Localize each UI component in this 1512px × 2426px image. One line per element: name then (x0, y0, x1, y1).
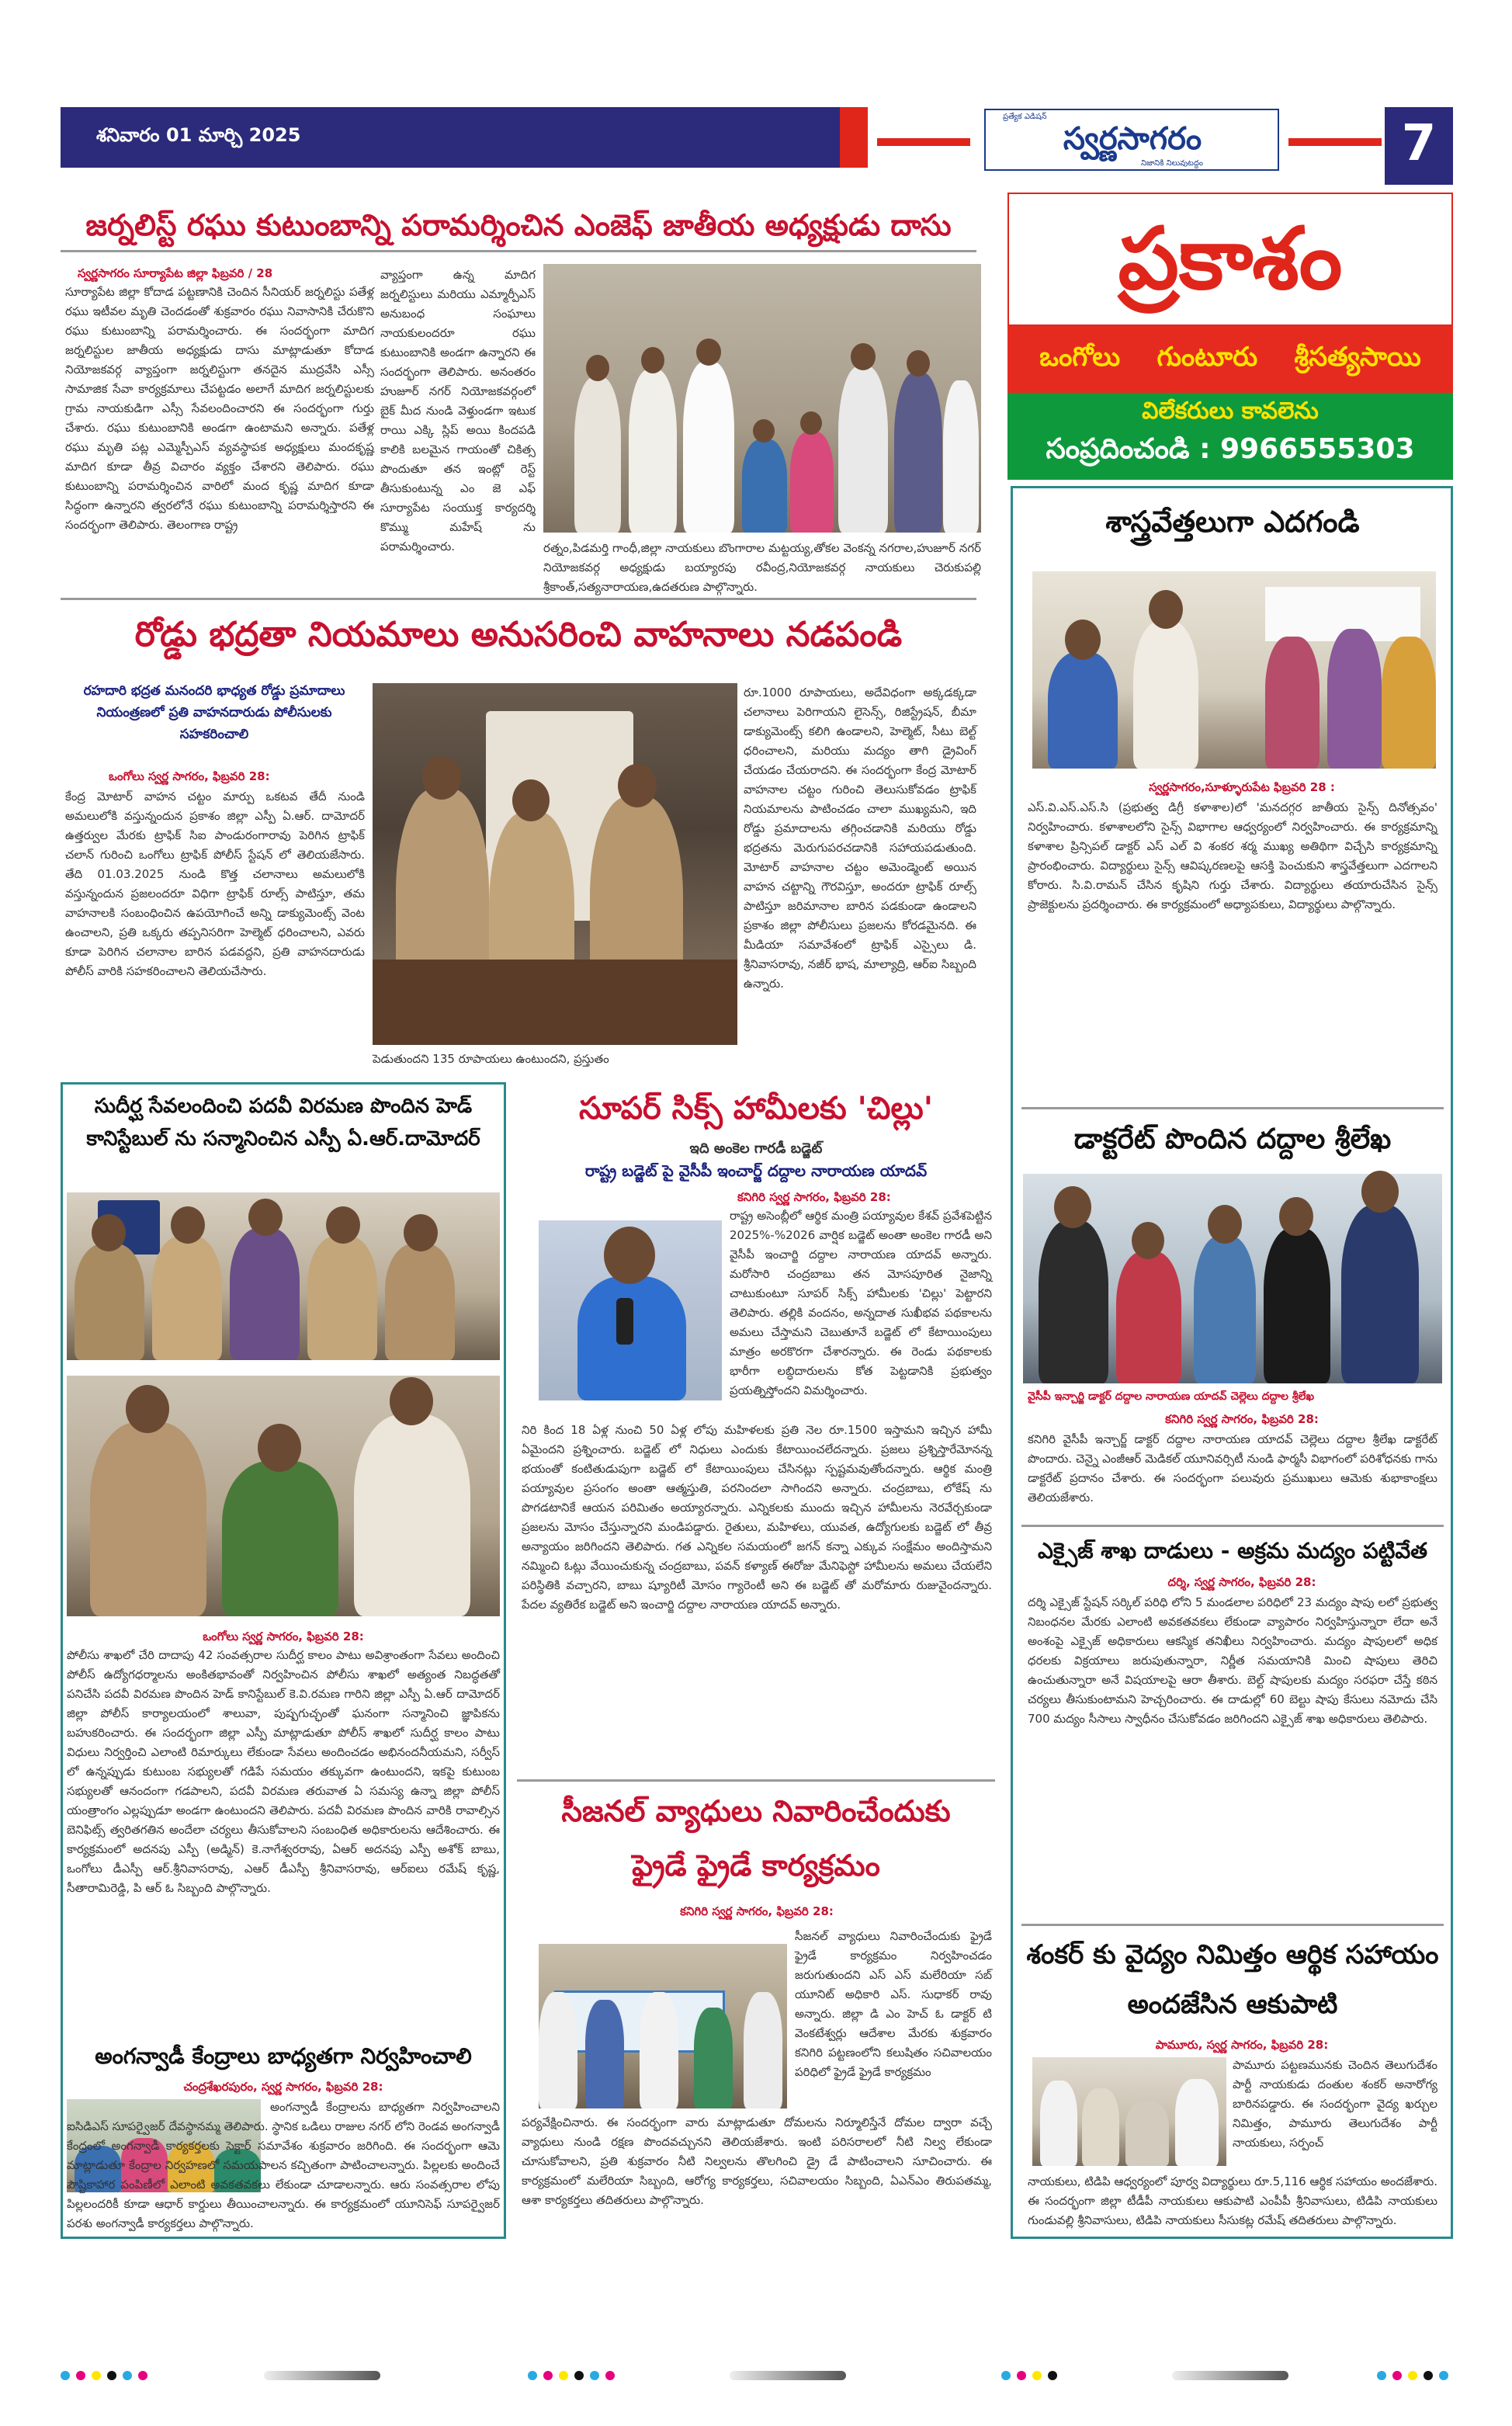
story6-headline-1: సీజనల్ వ్యాధులు నివారించేందుకు (561, 1794, 951, 1828)
footer-marks (0, 2360, 1512, 2391)
story3-photo-2 (67, 1376, 500, 1616)
story10-dateline: పామూరు, స్వర్ణ సాగరం, ఫిబ్రవరి 28: (1155, 2038, 1329, 2052)
story2-col1: కేంద్ర మోటార్ వాహన చట్టం మార్పు ఒకటవ తేదీ నుండి అమలులోకి వస్తున్నందున ప్రకాశం జిల్లా ఎస్పీ ఏ.ఆర్. దామోదర్ ఉత్తర్వుల మేరకు ట్రాఫిక్ సిఐ పాండురంగారావు పెరిగిన ట్రాఫిక్ చలాన్ గురించి ఒంగోలు ట్రాఫిక్ పోలీస్ స్టేషన్ లో తెలియజేసారు. తేది 01.03.2025 నుండి కొత్త చలానాలు అమలులోకి వస్తున్నందున ప్రజలందరూ విధిగా ట్రాఫిక్ రూల్స్ పాటిస్తూ, తమ వాహనాలకి సంబంధించిన ఉపయోగించే అన్ని డాక్యుమెంట్స్ వెంట ఉంచాలని, ప్రతి ఒక్కరు తప్పనిసరిగా హెల్మెట్ ధరించాలని, ఎవరు కూడా పెరిగిన చలానాల బారిన పడవద్దని, ప్రతి వాహనదారుడు పోలీస్ వారికి సహకరించాలని తెలియచేసారు. (65, 790, 365, 978)
story1-photo (543, 264, 981, 533)
story1-col1: సూర్యాపేట జిల్లా కోదాడ పట్టణానికి చెందిన సీనియర్ జర్నలిస్టు పతేళ్ల రఘు ఇటీవల మృతి చెందడంతో శుక్రవారం రఘు నివాసానికి చేరుకొని రఘు కుటుంబాన్ని పరామర్శించారు. ఈ సందర్భంగా మాదిగ జర్నలిస్టుల జాతీయ అధ్యక్షుడు దాసు మాట్లాడుతూ కోదాడ నియోజకవర్గ వ్యాప్తంగా జర్నలిస్టుగా తనదైన ముద్రవేసి ఎస్సీ సామాజిక సేవా కార్యక్రమాలు చేపట్టడం అలాగే మాదిగ జర్నలిస్టులకు గ్రామ నాయకుడిగా ఎస్సీ సేవలందించారని ఈ సందర్భంగా గుర్తు చేశారు. రఘు కుటుంబానికి అండగా ఉంటామని అన్నారు. పతేళ్ల రఘు మృతి పట్ల ఎమ్మెస్పీఎస్ వ్యవస్థాపక అధ్యక్షులు మందకృష్ణ మాదిగ కూడా తీవ్ర విచారం వ్యక్తం చేశారని తెలిపారు. రఘు కుటుంబాన్ని పరామర్శించిన వారిలో మంద కృష్ణ మాదిగ కూడా సిద్ధంగా ఉన్నారని త్వరలోనే రఘు కుటుంబాన్ని పరామర్శిస్తారని ఈ సందర్భంగా తెలిపారు. తెలంగాణ రాష్ట్ర (65, 285, 374, 532)
story6-col-right: సీజనల్ వ్యాధులు నివారించేందుకు ఫ్రైడే ఫ్రైడే కార్యక్రమం నిర్వహించడం జరుగుతుందని ఎస్ ఎస్ మలేరియా సబ్ యూనిట్ అధికారి ఎస్. సుధాకర్ రావు అన్నారు. జిల్లా డి ఎం హెచ్ ఓ డాక్టర్ టి వెంకటేశ్వర్లు ఆదేశాల మేరకు శుక్రవారం కనిగిరి పట్టణంలోని కలుషితం సచివాలయం పరిధిలో ఫ్రైడే ఫ్రైడే కార్యక్రమం (795, 1929, 992, 2079)
story5-col-right: రాష్ట్ర అసెంబ్లీలో ఆర్థిక మంత్రి పయ్యావుల కేశవ్ ప్రవేశపెట్టిన 2025%-%2026 వార్షిక బడ్జెట్ అంతా అంకెల గారడీ అని వైసీపీ ఇంచార్జి దద్దాల నారాయణ యాదవ్ అన్నారు. మరోసారి చంద్రబాబు తన మోసపూరిత నైజాన్ని చాటుకుంటూ సూపర్ సిక్స్ హామీలకు 'చిల్లు' పెట్టారని తెలిపారు. తల్లికి వందనం, అన్నదాత సుఖీభవ పథకాలను అమలు చేస్తామని చెబుతూనే బడ్జెట్ లో కేటాయింపులు మాత్రం అరకొరగా చేశారన్నారు. ఈ రెండు పథకాలకు భారీగా లబ్ధిదారులను కోత పెట్టడానికి ప్రభుత్వం ప్రయత్నిస్తోందని విమర్శించారు. (730, 1209, 992, 1397)
story7-body: ఎస్.వి.ఎస్.ఎస్.సి (ప్రభుత్వ డిగ్రీ కళాశాల)లో 'మనదగ్గర జాతీయ సైన్స్ దినోత్సవం' నిర్వహించారు. కళాశాలలోని సైన్స్ విభాగాల ఆధ్వర్యంలో నిర్వహించారు. ఈ కార్యక్రమాన్ని కళాశాల ప్రిన్సిపల్ డాక్టర్ ఎస్ ఎల్ వి శంకర శర్మ ముఖ్య అతిథిగా విచ్చేసి కార్యక్రమాన్ని ప్రారంభించారు. విద్యార్థులు సైన్స్ ఆవిష్కరణలపై ఆసక్తి పెంచుకుని శాస్త్రవేత్తలుగా ఎదగాలని కోరారు. సి.వి.రామన్ చేసిన కృషిని గుర్తు చేశారు. విద్యార్థులు తయారుచేసిన సైన్స్ ప్రాజెక్టులను ప్రదర్శించారు. ఈ కార్యక్రమంలో అధ్యాపకులు, విద్యార్థులు పాల్గొన్నారు. (1028, 800, 1437, 911)
header-rule-right (1288, 138, 1382, 146)
story7-headline: శాస్త్రవేత్తలుగా ఎదగండి (1105, 505, 1360, 539)
ad-block (1007, 193, 1453, 480)
masthead-box (984, 109, 1279, 171)
ad-contact-panel (1007, 393, 1453, 480)
story6-rule (517, 1779, 995, 1782)
story10-col-right: పామూరు పట్టణమునకు చెందిన తెలుగుదేశం పార్టీ నాయకుడు దంతుల శంకర్ అనారోగ్య బారినపడ్డారు. ఈ సందర్భంగా వైద్య ఖర్చుల నిమిత్తం, పామూరు తెలుగుదేశం పార్టీ నాయకులు, సర్పంచ్ (1233, 2058, 1437, 2150)
story7-photo (1032, 571, 1436, 769)
story5-sub2: రాష్ట్ర బడ్జెట్ పై వైసీపీ ఇంచార్జ్ దద్దాల నారాయణ యాదవ్ (584, 1161, 928, 1180)
story5-dateline: కనిగిరి స్వర్ణ సాగరం, ఫిబ్రవరి 28: (737, 1190, 891, 1204)
ad-line1: విలేకరులు కావలెను (1142, 397, 1319, 425)
story2-subhead: రహదారి భద్రత మనందరి భాధ్యత రోడ్డు ప్రమాదాలు నియంత్రణలో ప్రతి వాహనదారుడు పోలీసులకు సహకరించాలి (83, 683, 345, 742)
masthead-tagline: నిజానికి నిలువుటద్దం (1141, 159, 1203, 168)
story8-rule (1021, 1107, 1444, 1109)
story9-headline: ఎక్సైజ్ శాఖ దాడులు - అక్రమ మద్యం పట్టివేత (1037, 1538, 1428, 1564)
story2-headline: రోడ్డు భద్రతా నియమాలు అనుసరించి వాహనాలు నడపండి (134, 615, 903, 654)
story1-rule (61, 250, 976, 252)
story2-dateline: ఒంగోలు స్వర్ణ సాగరం, ఫిబ్రవరి 28: (109, 769, 270, 783)
story10-headline: శంకర్ కు వైద్యం నిమిత్తం ఆర్థిక సహాయం అందజేసిన ఆకుపాటి (1026, 1939, 1439, 2020)
story6-photo (539, 1944, 787, 2108)
story8-headline: డాక్టరేట్ పొందిన దద్దాల శ్రీలేఖ (1073, 1123, 1392, 1155)
story9-rule (1021, 1525, 1444, 1527)
story5-sub1: ఇది అంకెల గారడీ బడ్జెట్ (689, 1140, 823, 1157)
header-bar (61, 107, 868, 168)
story2-caption: పెడుతుందని 135 రూపాయలు ఉంటుందని, ప్రస్తుతం (373, 1052, 609, 1066)
story10-rule (1021, 1924, 1444, 1926)
ad-cities: ఒంగోలు గుంటూరు శ్రీసత్యసాయి (1039, 342, 1421, 373)
story8-body: కనిగిరి వైసీపీ ఇన్చార్జ్ డాక్టర్ దద్దాల నారాయణ యాదవ్ చెల్లెలు దద్దాల శ్రీలేఖ డాక్టరేట్ పొందారు. చెన్నై ఎంజీఆర్ మెడికల్ యూనివర్సిటీ నుండి ఫార్మసీ విభాగంలో పరిశోధనకు గాను డాక్టరేట్ ప్రదానం చేశారు. ఈ సందర్భంగా పలువురు ప్రముఖులు ఆమెకు శుభాకాంక్షలు తెలియజేశారు. (1028, 1432, 1437, 1505)
story9-body: దర్శి ఎక్సైజ్ స్టేషన్ సర్కిల్ పరిధి లోని 5 మండలాల పరిధిలో 23 మద్యం షాపు లలో ప్రభుత్వ నిబంధనల మేరకు ఎలాంటి అవకతవకలు లేకుండా వ్యాపారం నిర్వహిస్తున్నారా లేదా అనే అంశంపై ఎక్సైజ్ అధికారులు ఆకస్మిక తనిఖీలు నిర్వహించారు. మద్యం షాపులలో అధిక ధరలకు విక్రయాలు జరుపుతున్నారా, నిర్ణీత సమయానికి మించి షాపులు తెరిచి ఉంచుతున్నారా అనే విషయాలపై ఆరా తీశారు. బెల్ట్ షాపులకు మద్యం సరఫరా చేస్తే కఠిన చర్యలు తీసుకుంటామని హెచ్చరించారు. ఈ దాడుల్లో 60 బెల్టు షాపు కేసులు నమోదు చేసి 700 మద్యం సీసాలు స్వాధీనం చేసుకోవడం జరిగిందని ఎక్సైజ్ శాఖ అధికారులు తెలిపారు. (1028, 1595, 1437, 1726)
story10-photo (1032, 2057, 1226, 2166)
story1-col2: వ్యాప్తంగా ఉన్న మాదిగ జర్నలిస్టులు మరియు ఎమ్మార్పీఎస్ అనుబంధ సంఘాలు నాయకులందరూ రఘు కుటుంబానికి అండగా ఉన్నారని ఈ సందర్భంగా తెలిపారు. అనంతరం హుజూర్ నగర్ నియోజకవర్గంలో బైక్ మీద నుండి వెళ్తుండగా ఇటుక రాయి ఎక్కి స్లిప్ అయి కిందపడి కాలికి బలమైన గాయంతో చికిత్స పొందుతూ తన ఇంట్లో రెస్ట్ తీసుకుంటున్న ఎం జె ఎఫ్ సూర్యాపేట సంయుక్త కార్యదర్శి కొమ్ము మహేష్ ను పరామర్శించారు. (380, 268, 536, 554)
story8-photo (1023, 1174, 1442, 1383)
ad-title: ప్రకాశం (1118, 209, 1343, 308)
story1-col3: రత్నం,పిడమర్తి గాంధీ,జిల్లా నాయకులు బొంగారాల మట్టయ్య,తోకల వెంకన్న నగరాల,హుజూర్ నగర్ నియోజకవర్గ అధ్యక్షుడు బయ్యారపు రవీంద్ర,నియోజకవర్గ నాయకులు చెరుకుపల్లి శ్రీకాంత్,సత్యనారాయణ,ఉదతరుణ పాల్గొన్నారు. (543, 541, 981, 594)
story9-dateline: దర్శి, స్వర్ణ సాగరం, ఫిబ్రవరి 28: (1167, 1575, 1316, 1589)
masthead-tag: ప్రత్యేక ఎడిషన్ (1003, 113, 1047, 121)
page-number: 7 (1401, 115, 1437, 172)
story1-headline: జర్నలిస్ట్ రఘు కుటుంబాన్ని పరామర్శించిన ఎంజెఫ్ జాతీయ అధ్యక్షుడు దాసు (85, 208, 952, 242)
story10-body: నాయకులు, టిడిపి ఆధ్వర్యంలో పూర్వ విద్యార్థులు రూ.5,116 ఆర్థిక సహాయం అందజేశారు. ఈ సందర్భంగా జిల్లా టీడీపీ నాయకులు ఆకుపాటి ఎంపీపీ శ్రీనివాసులు, టిడిపి నాయకులు గుండువల్లి శ్రీనివాసులు, టిడిపి నాయకులు సీసుకట్ల రమేష్ తదితరులు పాల్గొన్నారు. (1028, 2174, 1437, 2227)
story8-caption: వైసీపీ ఇన్చార్జి డాక్టర్ దద్దాల నారాయణ యాదవ్ చెల్లెలు దద్దాల శ్రీలేఖ (1028, 1390, 1315, 1403)
story3-photo-1 (67, 1192, 500, 1360)
story3-body: పోలీసు శాఖలో చేరి దాదాపు 42 సంవత్సరాల సుదీర్ఘ కాలం పాటు అవిశ్రాంతంగా సేవలు అందించి పోలీస్ ఉద్యోగధర్మాలను అంకితభావంతో నిర్వహించిన పోలీసు శాఖలో అత్యంత నిబద్ధతతో పనిచేసి పదవీ విరమణ పొందిన హెడ్ కానిస్టేబుల్ కె.వి.రమణ గారిని జిల్లా ఎస్పీ ఏ.ఆర్ దామోదర్ జిల్లా పోలీస్ కార్యాలయంలో శాలువా, పుష్పగుచ్ఛంతో ఘనంగా సన్మానించి జ్ఞాపికను బహుకరించారు. ఈ సందర్భంగా జిల్లా ఎస్పీ మాట్లాడుతూ పోలీస్ శాఖలో సుదీర్ఘ కాలం పాటు విధులు నిర్వర్తించి ఎలాంటి రిమార్కులు లేకుండా సేవలు అందించడం అభినందనీయమని, సర్వీస్ లో ఉన్నప్పుడు కుటుంబ సభ్యులతో గడిపే సమయం తక్కువగా ఉంటుందని, ఇకపై కుటుంబ సభ్యులతో ఆనందంగా గడపాలని, పదవీ విరమణ తరువాత ఏ సమస్య ఉన్నా జిల్లా పోలీస్ యంత్రాంగం ఎల్లప్పుడూ అండగా ఉంటుందని తెలిపారు. పదవీ విరమణ పొందిన వారికి రావాల్సిన బెనిఫిట్స్ త్వరితగతిన అందేలా చర్యలు తీసుకోవాలని సంబంధిత అధికారులను ఆదేశించారు. ఈ కార్యక్రమంలో అదనపు ఎస్పీ (అడ్మిన్) కె.నాగేశ్వరరావు, ఏఆర్ అదనపు ఎస్పీ అశోక్ బాబు, ఒంగోలు డీఎస్పీ ఆర్.శ్రీనివాసరావు, ఎఆర్ డీఎస్పీ శ్రీనివాసరావు, ఆర్ఐలు రమేష్ కృష్ణ, సీతారామిరెడ్డి, పి ఆర్ ఓ సిబ్బంది పాల్గొన్నారు. (67, 1648, 500, 1895)
story3-headline: సుదీర్ఘ సేవలందించి పదవీ విరమణ పొందిన హెడ్ కానిస్టేబుల్ ను సన్మానించిన ఎస్పీ ఏ.ఆర్.దామోదర్ (86, 1095, 480, 1151)
story6-headline-2: ఫ్రైడే ఫ్రైడే కార్యక్రమం (632, 1848, 880, 1883)
story3-dateline: ఒంగోలు స్వర్ణ సాగరం, ఫిబ్రవరి 28: (203, 1629, 364, 1643)
story5-headline: సూపర్ సిక్స్ హామీలకు 'చిల్లు' (579, 1091, 933, 1126)
story6-body: పర్యవేక్షించినారు. ఈ సందర్భంగా వారు మాట్లాడుతూ దోమలను నిర్మూలిస్తేనే దోమల ద్వారా వచ్చే వ్యాధులు నుండి రక్షణ పొందవచ్చునని తెలియజేశారు. ఇంటి పరిసరాలలో నీటి నిల్వ లేకుండా చూసుకోవాలని, ప్రతి శుక్రవారం నీటి నిల్వలను తొలగించి డ్రై డే పాటించాలని సూచించారు. ఈ కార్యక్రమంలో మలేరియా సిబ్బంది, ఆరోగ్య కార్యకర్తలు, సచివాలయం సిబ్బంది, ఏఎన్ఎం తిరుపతమ్మ, ఆశా కార్యకర్తలు తదితరులు పాల్గొన్నారు. (522, 2115, 992, 2207)
header-date: శనివారం 01 మార్చి 2025 (96, 124, 301, 146)
story8-dateline: కనిగిరి స్వర్ణ సాగరం, ఫిబ్రవరి 28: (1165, 1412, 1319, 1426)
page-number-box (1385, 107, 1453, 185)
header-rule (877, 138, 970, 146)
story7-dateline: స్వర్ణసాగరం,సూళ్ళూరుపేట ఫిబ్రవరి 28 : (1149, 780, 1335, 794)
header-accent (840, 107, 868, 168)
story1-dateline: స్వర్ణసాగరం సూర్యాపేట జిల్లా ఫిబ్రవరి / 28 (78, 266, 273, 280)
story4-headline: అంగన్వాడీ కేంద్రాలు బాధ్యతగా నిర్వహించాలి (95, 2043, 472, 2069)
story5-photo (539, 1220, 722, 1400)
masthead-title: స్వర్ణసాగరం (1063, 121, 1202, 157)
ad-cities-panel (1007, 326, 1453, 393)
story2-col3: రూ.1000 రూపాయలు, అదేవిధంగా అక్కడక్కడా చలానాలు పెరిగాయని లైసెన్స్, రిజిస్ట్రేషన్, బీమా డాక్యుమెంట్స్ కలిగి ఉండాలని, హెల్మెట్, సీటు బెల్ట్ ధరించాలని, మరియు మద్యం తాగి డ్రైవింగ్ చేయడం చేయరాదని. ఈ సందర్భంగా కేంద్ర మోటార్ వాహనాల చట్టం గురించి తెలుసుకోవడం ట్రాఫిక్ నియమాలను పాటించడం చాలా ముఖ్యమని, ఇది రోడ్డు ప్రమాదాలను తగ్గించడానికి మరియు రోడ్డు భద్రతను మెరుగుపరచడానికి సహాయపడుతుంది. మోటార్ వాహనాల చట్టం అమెండ్మెంట్ అయిన వాహన చట్టాన్ని గౌరవిస్తూ, అందరూ ట్రాఫిక్ రూల్స్ పాటిస్తూ జరిమానాల బారిన పడకుండా ఉండాలని ప్రకాశం జిల్లా పోలీసులు ప్రజలను కోరడమైనది. ఈ మీడియా సమావేశంలో ట్రాఫిక్ ఎస్సైలు డి. శ్రీనివాసరావు, నజీర్ భాష, మాల్యాద్రి, ఆర్ఐ సిబ్బంది ఉన్నారు. (744, 685, 976, 991)
story4-body: అంగన్వాడీ కేంద్రాలను బాధ్యతగా నిర్వహించాలని ఐసిడిఎస్ సూపర్వైజర్ దేవస్థానమ్మ తెలిపారు. స్థానిక ఒడిలు రాజుల నగర్ లోని రెండవ అంగన్వాడీ కేంద్రంలో అంగన్వాడీ కార్యకర్తలకు సెక్టార్ సమావేశం శుక్రవారం జరిగింది. ఈ సందర్భంగా ఆమె మాట్లాడుతూ కేంద్రాల నిర్వహణలో సమయపాలన కచ్చితంగా పాటించాలన్నారు. పిల్లలకు అందించే పౌష్టికాహార పంపిణీలో ఎలాంటి అవకతవకలు లేకుండా చూడాలన్నారు. ఆరు సంవత్సరాల లోపు పిల్లలందరికీ కూడా ఆధార్ కార్డులు తీయించాలన్నారు. ఈ కార్యక్రమంలో యూనిసెఫ్ సూపర్వైజర్ పరశు అంగన్వాడీ కార్యకర్తలు పాల్గొన్నారు. (67, 2100, 500, 2230)
story2-photo (373, 683, 737, 1045)
story5-body: నిరి కింద 18 ఏళ్ల నుంచి 50 ఏళ్ల లోపు మహిళలకు ప్రతి నెల రూ.1500 ఇస్తామని ఇచ్చిన హామీ ఏమైందని ప్రశ్నించారు. బడ్జెట్ లో నిధులు ఎందుకు కేటాయించలేదన్నారు. ప్రజలు ప్రశ్నిస్తారేమోనన్న భయంతో కంటితుడుపుగా బడ్జెట్ లో కేటాయింపులు చేసినట్లు స్పష్టమవుతోందన్నారు. ఆర్థిక మంత్రి పయ్యావుల ప్రసంగం అంతా ఆత్మస్తుతి, పరనిందలా సాగిందని అన్నారు. చంద్రబాబు, లోకేష్ ను పొగడటానికే ఆయన పరిమితం అయ్యారన్నారు. ఎన్నికలకు ముందు ఇచ్చిన హామీలను నెరవేర్చకుండా ప్రజలను మోసం చేస్తున్నారని మండిపడ్డారు. రైతులు, మహిళలు, యువత, ఉద్యోగులకు బడ్జెట్ లో తీవ్ర అన్యాయం జరిగిందని తెలిపారు. గత ఎన్నికల సమయంలో జగన్ కన్నా ఎక్కువ సంక్షేమం అందిస్తామని నమ్మించి ఓట్లు వేయించుకున్న చంద్రబాబు, పవన్ కళ్యాణ్ ఈరోజు మేనిఫెస్టో హామీలను అమలు చేయలేని పరిస్థితికి వచ్చారని, బాబు ష్యూరిటీ మోసం గ్యారెంటీ అని ఈ బడ్జెట్ తో మరోమారు రుజువైందన్నారు. పేదల వ్యతిరేక బడ్జెట్ అని ఇంచార్జి దద్దాల నారాయణ యాదవ్ అన్నారు. (522, 1423, 992, 1612)
ad-line2: సంప్రదించండి : 9966555303 (1046, 433, 1415, 465)
story6-dateline: కనిగిరి స్వర్ణ సాగరం, ఫిబ్రవరి 28: (680, 1904, 834, 1918)
ad-title-panel (1007, 193, 1453, 326)
story4-dateline: చంద్రశేఖరపురం, స్వర్ణ సాగరం, ఫిబ్రవరి 28: (183, 2080, 383, 2094)
story2-rule-top (61, 598, 976, 600)
